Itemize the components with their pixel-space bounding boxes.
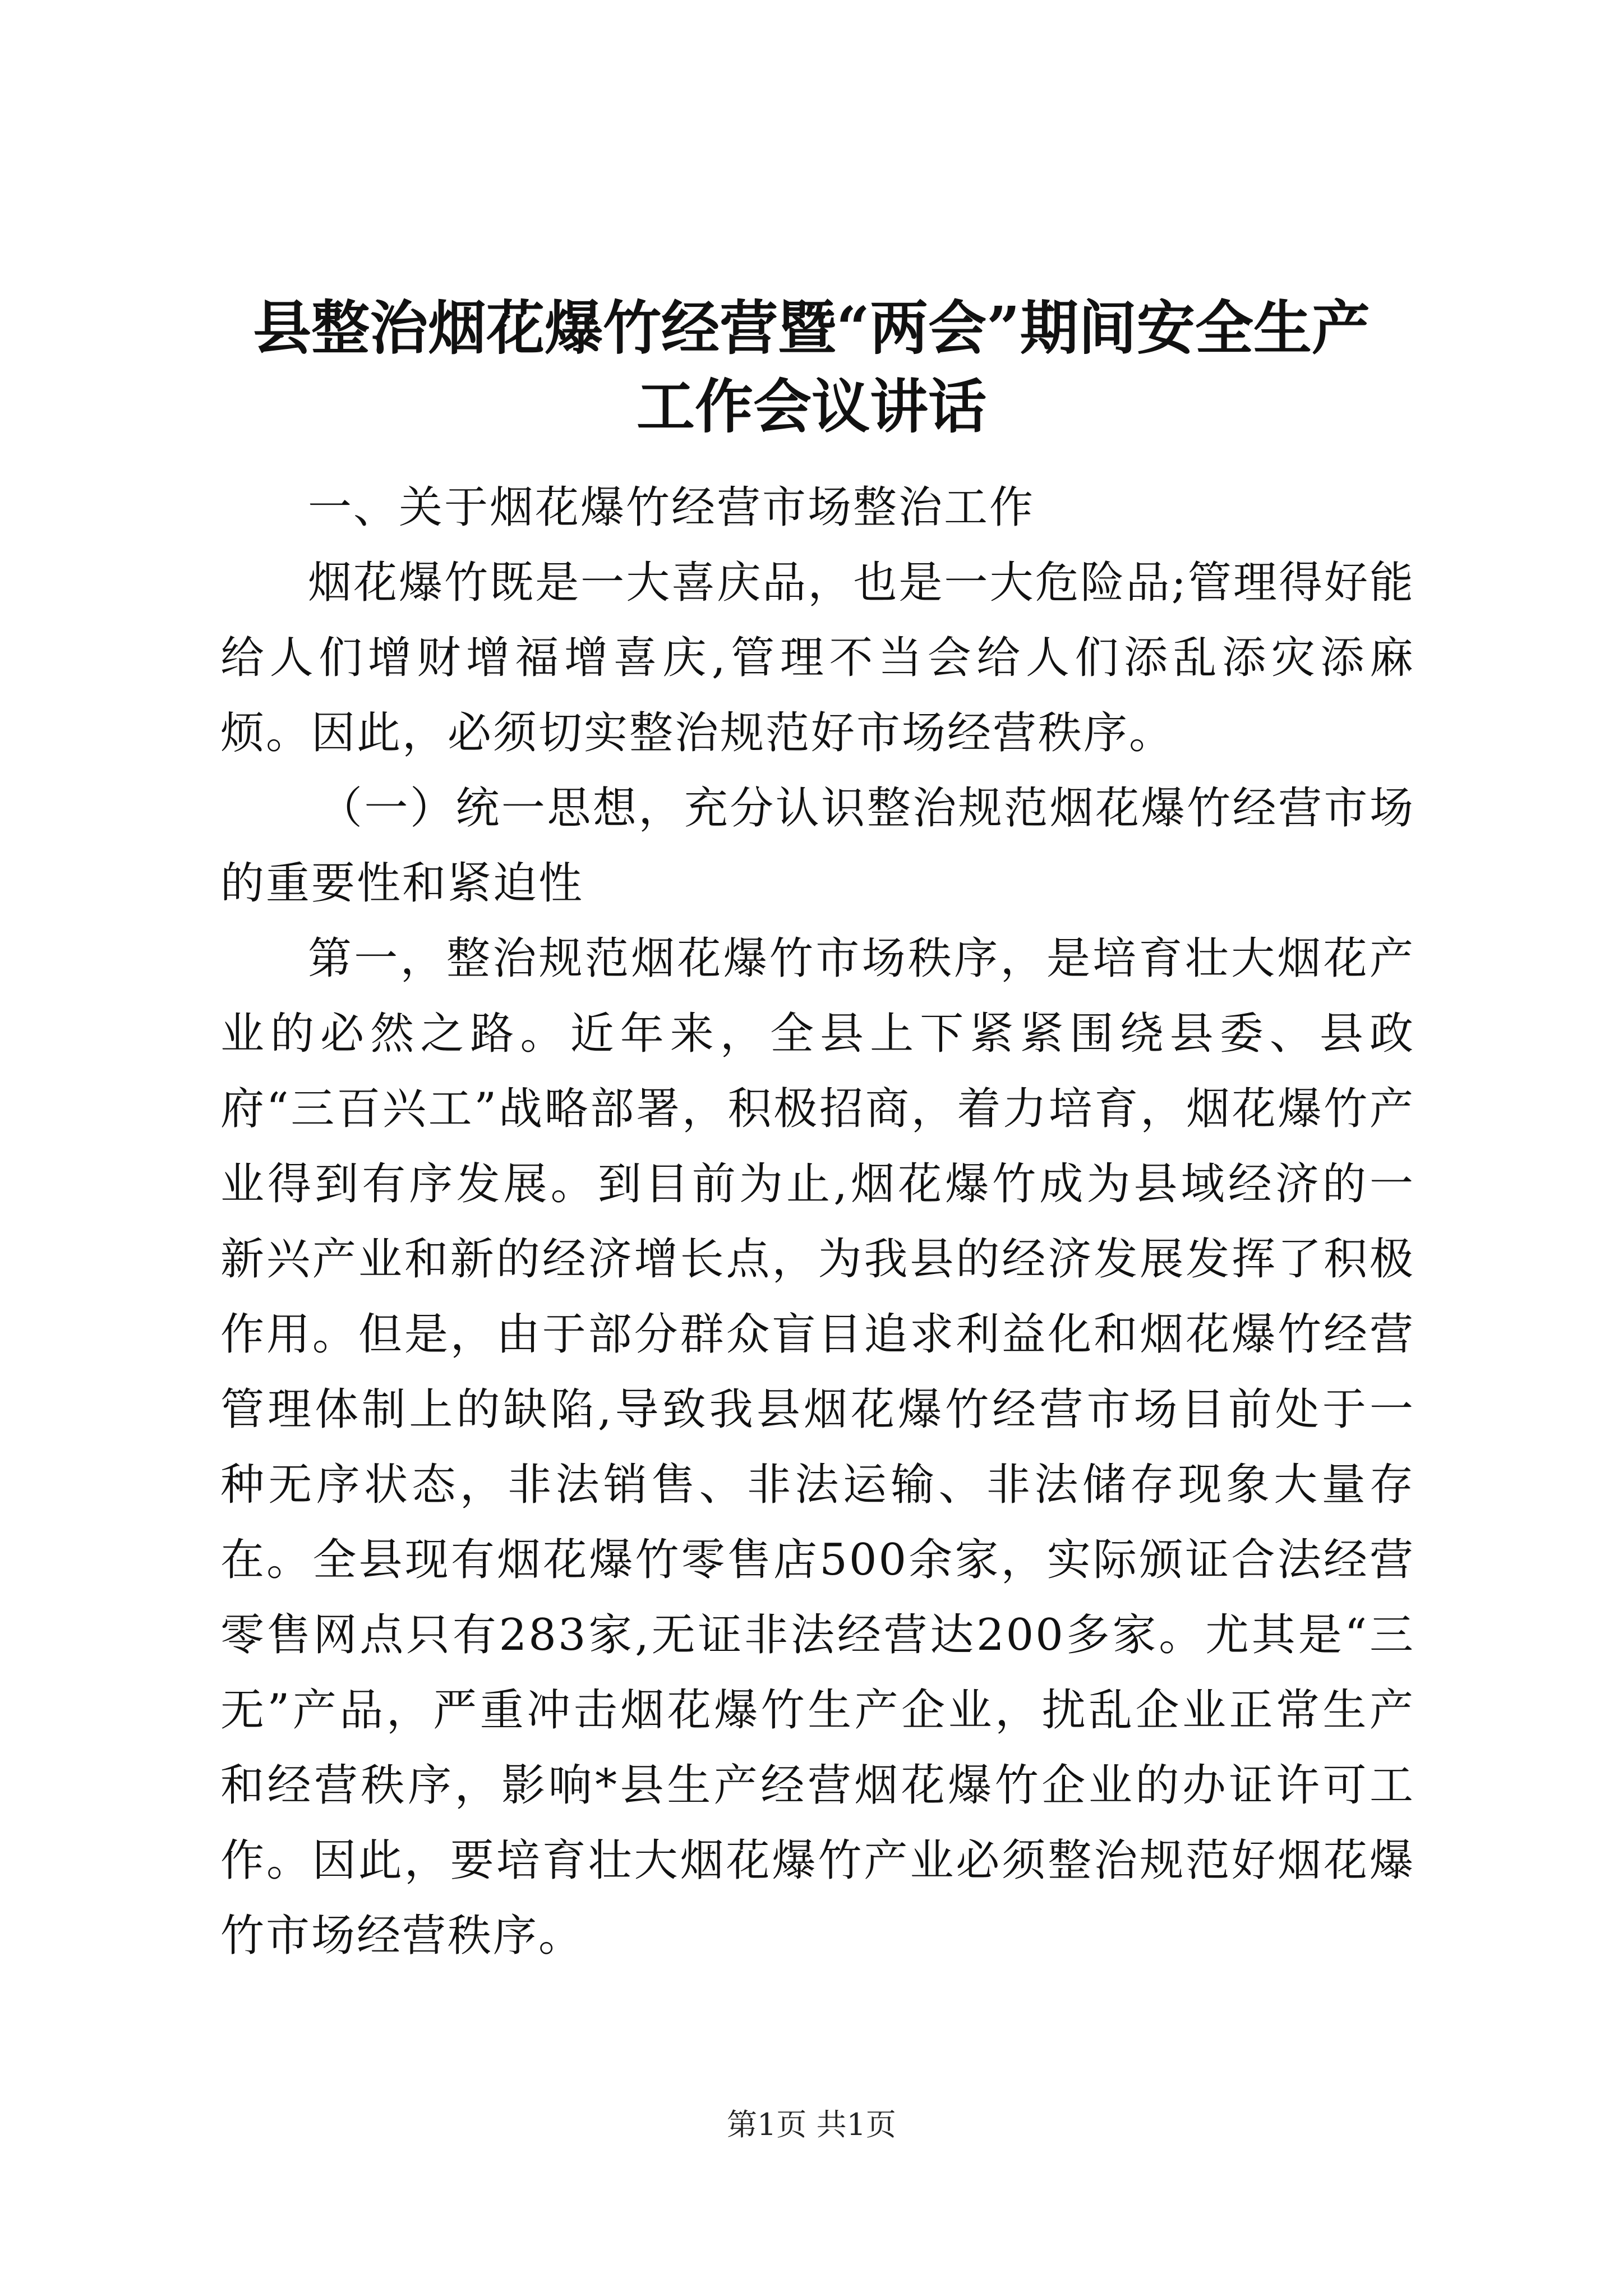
document-title-line-2: 工作会议讲话 [636, 372, 986, 441]
page-footer: 第1页 共1页 [727, 2107, 896, 2142]
paragraph-first-point: 第一，整治规范烟花爆竹市场秩序，是培育壮大烟花产业的必然之路。近年来，全县上下紧紧围绕县委、县政府“三百兴工”战略部署，积极招商，着力培育，烟花爆竹产业得到有序发展。到目前为止,烟花爆竹成为县域经济的一新兴产业和新的经济增长点，为我县的经济发展发挥了积极作用。但是，由于部分群众盲目追求利益化和烟花爆竹经营管理体制上的缺陷,导致我县烟花爆竹经营市场目前处于一种无序状态，非法销售、非法运输、非法储存现象大量存在。全县现有烟花爆竹零售店500余家，实际颁证合法经营零售网点只有283家,无证非法经营达200多家。尤其是“三无”产品，严重冲击烟花爆竹生产企业，扰乱企业正常生产和经营秩序，影响*县生产经营烟花爆竹企业的办证许可工作。因此，要培育壮大烟花爆竹产业必须整治规范好烟花爆竹市场经营秩序。 [220, 933, 1415, 1961]
document-title-line-1: 县整治烟花爆竹经营暨“两会”期间安全生产 [253, 293, 1370, 362]
section-heading: 一、关于烟花爆竹经营市场整治工作 [308, 482, 1035, 533]
subsection-heading: （一）统一思想，充分认识整治规范烟花爆竹经营市场的重要性和紧迫性 [220, 783, 1415, 909]
paragraph-intro: 烟花爆竹既是一大喜庆品，也是一大危险品;管理得好能给人们增财增福增喜庆,管理不当会给人们添乱添灾添麻烦。因此，必须切实整治规范好市场经营秩序。 [220, 558, 1415, 758]
document-body [220, 470, 1415, 1973]
